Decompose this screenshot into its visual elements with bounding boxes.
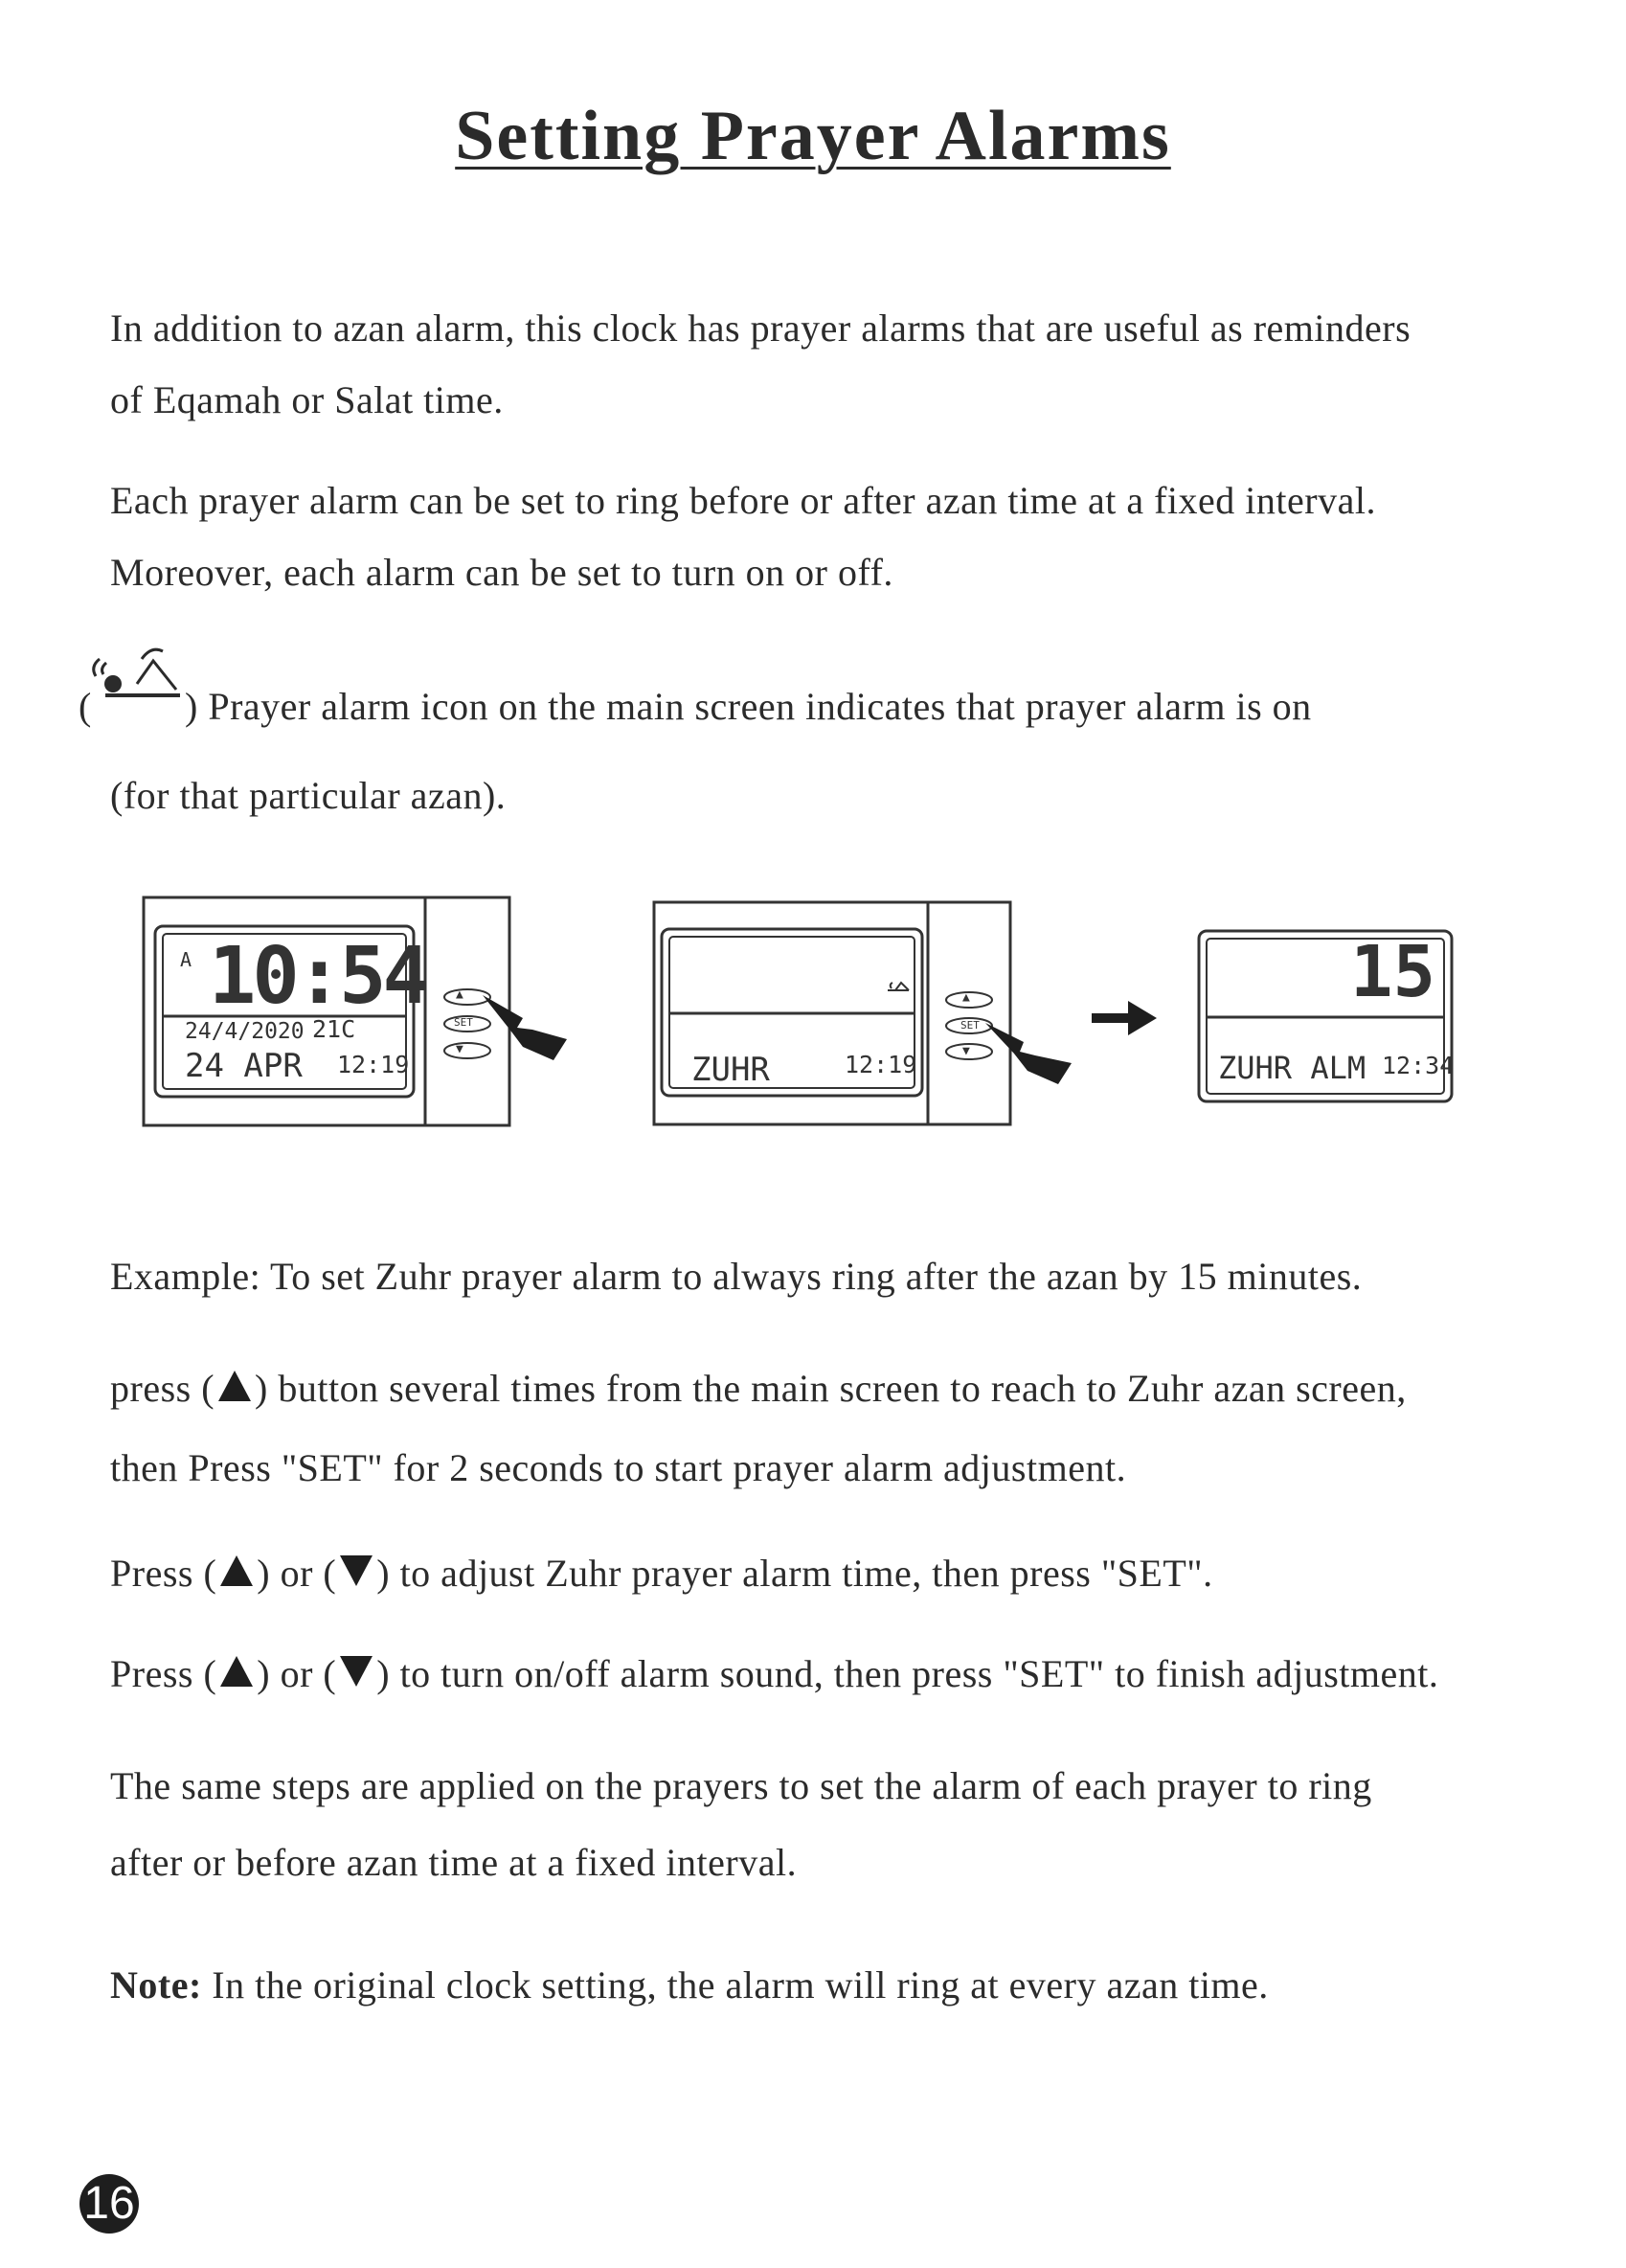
up-button[interactable]: ▲ xyxy=(962,990,970,1005)
each-line-2: Moreover, each alarm can be set to turn on or off. xyxy=(110,551,893,594)
prayer-name: ZUHR xyxy=(691,1051,770,1089)
example-line: Example: To set Zuhr prayer alarm to always ring after the azan by 15 minutes. xyxy=(110,1255,1363,1298)
icon-line-1: ) Prayer alarm icon on the main screen indicates that prayer alarm is on xyxy=(185,685,1312,728)
down-triangle-icon xyxy=(338,1654,374,1689)
intro-line-1: In addition to azan alarm, this clock has prayer alarms that are useful as reminders xyxy=(110,306,1411,350)
down-button[interactable]: ▼ xyxy=(456,1042,463,1056)
icon-open-paren: ( xyxy=(79,685,92,728)
page-number: 16 xyxy=(79,2174,139,2234)
down-button[interactable]: ▼ xyxy=(962,1044,970,1058)
date: 24/4/2020 xyxy=(185,1019,305,1044)
page-title: Setting Prayer Alarms xyxy=(455,97,1171,175)
intro-line-2: of Eqamah or Salat time. xyxy=(110,378,504,421)
clock-illustration-zuhr-screen xyxy=(652,900,1085,1130)
temperature: 21C xyxy=(312,1015,356,1043)
same-steps-line-2: after or before azan time at a fixed interval. xyxy=(110,1841,798,1884)
each-line-1: Each prayer alarm can be set to ring before or after azan time at a fixed interval. xyxy=(110,479,1376,522)
set-button[interactable]: SET xyxy=(960,1019,980,1032)
day-date: 24 APR xyxy=(185,1047,303,1085)
down-triangle-icon xyxy=(338,1554,374,1588)
set-button[interactable]: SET xyxy=(454,1016,473,1029)
step1-line-1: press ( ) button several times from the main screen to reach to Zuhr azan screen, xyxy=(110,1367,1407,1410)
step3-line: Press ( ) or ( ) to turn on/off alarm sound, then press "SET" to finish adjustment. xyxy=(110,1652,1439,1695)
note-text: In the original clock setting, the alarm will ring at every azan time. xyxy=(201,1963,1269,2007)
alarm-label: ZUHR ALM xyxy=(1218,1050,1366,1086)
small-time: 12:19 xyxy=(845,1051,917,1078)
small-time: 12:19 xyxy=(337,1051,410,1078)
up-button[interactable]: ▲ xyxy=(456,987,463,1002)
main-time: 10:54 xyxy=(209,931,426,1022)
up-triangle-icon xyxy=(218,1654,255,1689)
prayer-alarm-icon xyxy=(84,640,190,716)
step1-line-2: then Press "SET" for 2 seconds to start prayer alarm adjustment. xyxy=(110,1446,1127,1489)
icon-line-2: (for that particular azan). xyxy=(110,774,507,817)
same-steps-line-1: The same steps are applied on the prayers to set the alarm of each prayer to ring xyxy=(110,1764,1372,1807)
note-line xyxy=(110,1949,1547,2021)
alarm-indicator: A xyxy=(180,948,192,971)
alarm-offset-value: 15 xyxy=(1350,931,1436,1013)
note-label: Note: xyxy=(110,1963,202,2007)
alarm-time: 12:34 xyxy=(1382,1052,1455,1079)
right-arrow-icon xyxy=(1092,999,1159,1037)
up-triangle-icon xyxy=(218,1554,255,1588)
step2-line: Press ( ) or ( ) to adjust Zuhr prayer alarm time, then press "SET". xyxy=(110,1552,1213,1595)
up-triangle-icon xyxy=(216,1369,253,1403)
